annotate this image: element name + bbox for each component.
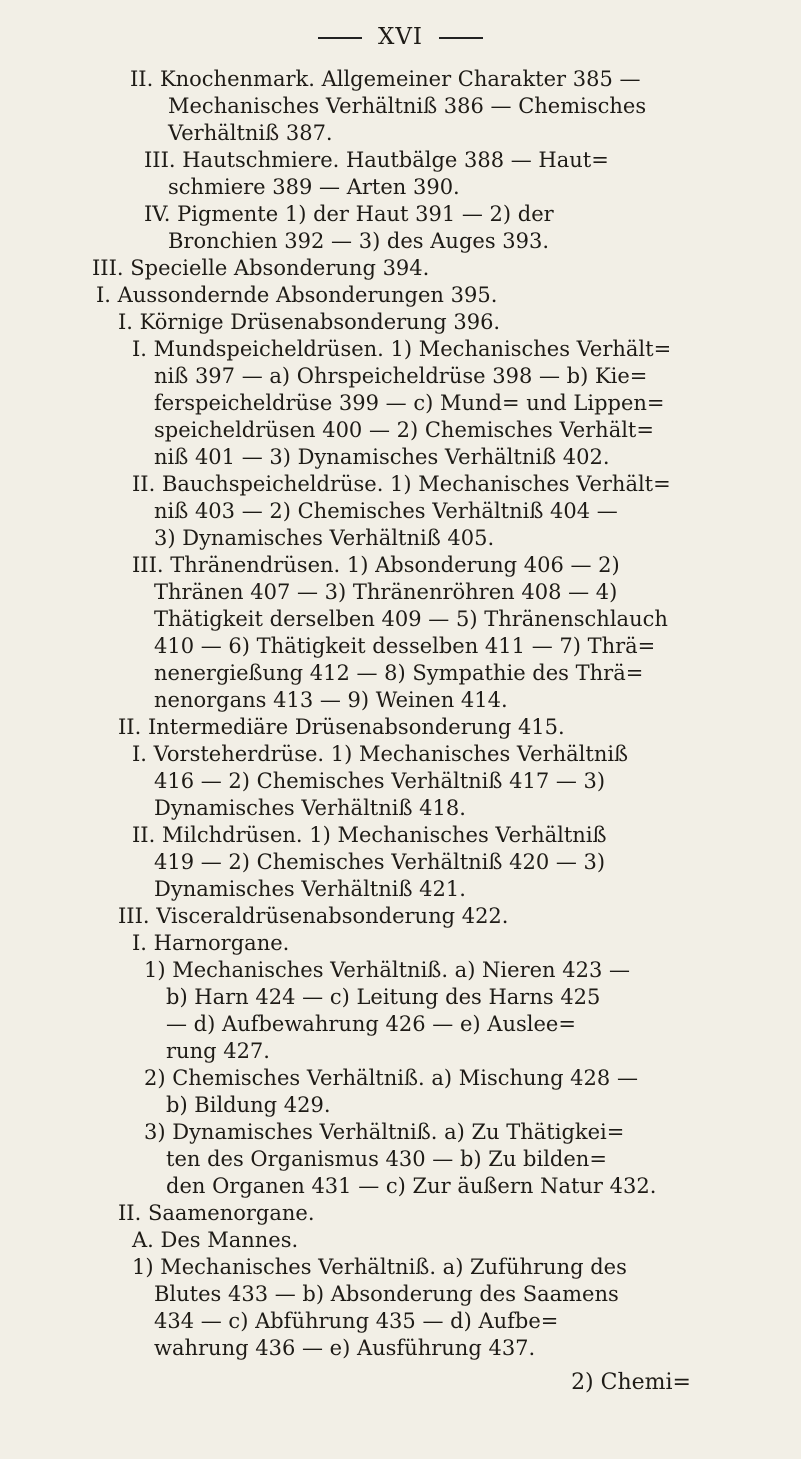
page-header (0, 24, 801, 50)
toc-line: Thränen 407 — 3) Thränenröhren 408 — 4) (154, 580, 618, 604)
toc-line: Verhältniß 387. (168, 121, 333, 145)
toc-line: — d) Aufbewahrung 426 — e) Auslee= (166, 1012, 576, 1036)
toc-line: schmiere 389 — Arten 390. (168, 175, 460, 199)
toc-line: III. Hautschmiere. Hautbälge 388 — Haut= (144, 148, 609, 172)
toc-line: Bronchien 392 — 3) des Auges 393. (168, 229, 550, 253)
header-rule-left (318, 37, 362, 39)
toc-line: II. Saamenorgane. (118, 1201, 315, 1225)
toc-line: den Organen 431 — c) Zur äußern Natur 432. (166, 1174, 657, 1198)
toc-line: I. Harnorgane. (132, 931, 290, 955)
toc-line: I. Vorsteherdrüse. 1) Mechanisches Verhältniß (132, 742, 629, 766)
toc-line: speicheldrüsen 400 — 2) Chemisches Verhält= (154, 418, 654, 442)
toc-line: 1) Mechanisches Verhältniß. a) Nieren 423 — (144, 958, 631, 982)
toc-line: niß 397 — a) Ohrspeicheldrüse 398 — b) Kie= (154, 364, 648, 388)
toc-line: 410 — 6) Thätigkeit desselben 411 — 7) Thrä= (154, 634, 656, 658)
toc-line: Blutes 433 — b) Absonderung des Saamens (154, 1282, 619, 1306)
toc-line: b) Harn 424 — c) Leitung des Harns 425 (166, 985, 601, 1009)
toc-line: Dynamisches Verhältniß 421. (154, 877, 466, 901)
toc-line: I. Mundspeicheldrüsen. 1) Mechanisches Verhält= (132, 337, 672, 361)
toc-line: ten des Organismus 430 — b) Zu bilden= (166, 1147, 607, 1171)
toc-line: wahrung 436 — e) Ausführung 437. (154, 1336, 536, 1360)
toc-line: 3) Dynamisches Verhältniß. a) Zu Thätigkei= (144, 1120, 625, 1144)
page-number: XVI (377, 24, 424, 50)
toc-line: II. Bauchspeicheldrüse. 1) Mechanisches Verhält= (132, 472, 671, 496)
toc-line: 416 — 2) Chemisches Verhältniß 417 — 3) (154, 769, 606, 793)
toc-line: 3) Dynamisches Verhältniß 405. (154, 526, 495, 550)
toc-line: b) Bildung 429. (166, 1093, 331, 1117)
toc-line: 2) Chemisches Verhältniß. a) Mischung 428 — (144, 1066, 638, 1090)
toc-line: niß 403 — 2) Chemisches Verhältniß 404 — (154, 499, 618, 523)
toc-line: IV. Pigmente 1) der Haut 391 — 2) der (144, 202, 554, 226)
toc-line: A. Des Mannes. (132, 1228, 299, 1252)
toc-line: Dynamisches Verhältniß 418. (154, 796, 466, 820)
toc-line: 434 — c) Abführung 435 — d) Aufbe= (154, 1309, 559, 1333)
catchword: 2) Chemi= (571, 1370, 691, 1395)
toc-line: III. Visceraldrüsenabsonderung 422. (118, 904, 509, 928)
toc-line: II. Knochenmark. Allgemeiner Charakter 385 — (130, 67, 641, 91)
toc-line: II. Milchdrüsen. 1) Mechanisches Verhältniß (132, 823, 607, 847)
header-rule-right (439, 37, 483, 39)
toc-line: 419 — 2) Chemisches Verhältniß 420 — 3) (154, 850, 606, 874)
toc-line: nenorgans 413 — 9) Weinen 414. (154, 688, 508, 712)
toc-line: Thätigkeit derselben 409 — 5) Thränenschlauch (154, 607, 668, 631)
toc-line: Mechanisches Verhältniß 386 — Chemisches (168, 94, 647, 118)
toc-line: II. Intermediäre Drüsenabsonderung 415. (118, 715, 565, 739)
toc-line: I. Körnige Drüsenabsonderung 396. (118, 310, 501, 334)
toc-line: III. Thränendrüsen. 1) Absonderung 406 — 2) (132, 553, 620, 577)
toc-line: ferspeicheldrüse 399 — c) Mund= und Lippen= (154, 391, 665, 415)
toc-line: 1) Mechanisches Verhältniß. a) Zuführung des (132, 1255, 627, 1279)
toc-line: niß 401 — 3) Dynamisches Verhältniß 402. (154, 445, 610, 469)
toc-line: I. Aussondernde Absonderungen 395. (96, 283, 498, 307)
toc-line: III. Specielle Absonderung 394. (92, 256, 430, 280)
toc-line: nenergießung 412 — 8) Sympathie des Thrä= (154, 661, 644, 685)
toc-line: rung 427. (166, 1039, 270, 1063)
